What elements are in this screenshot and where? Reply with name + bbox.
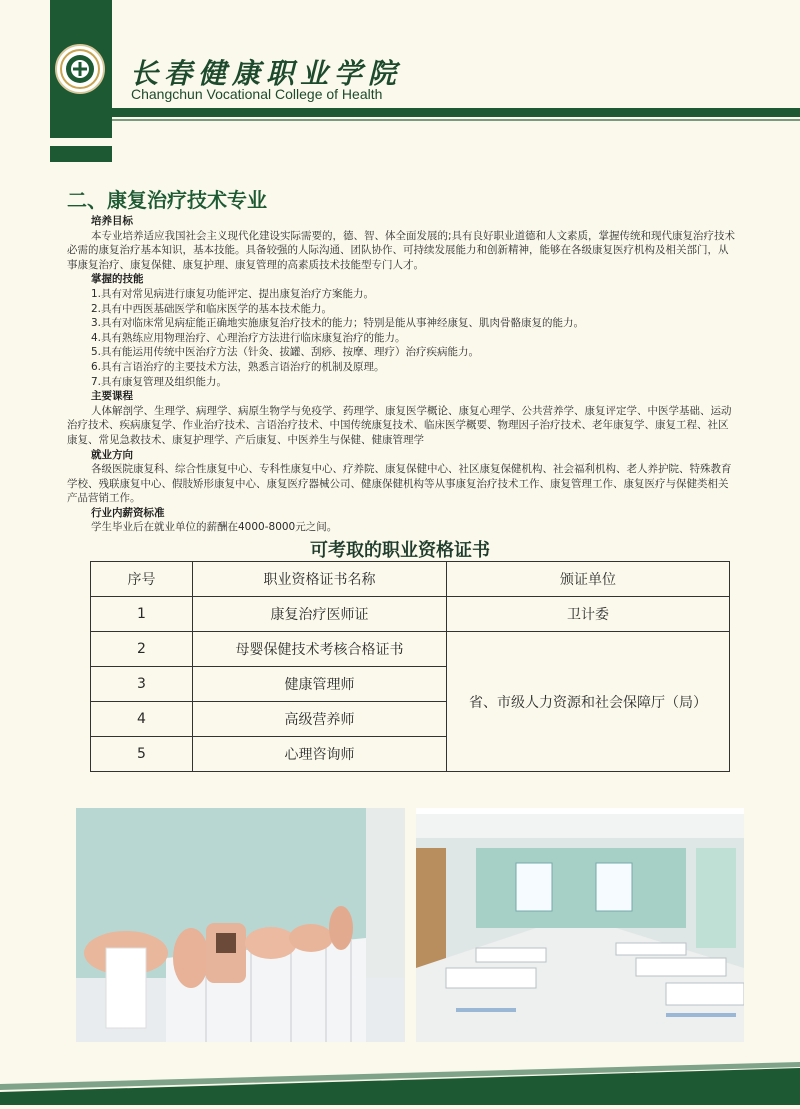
table-header-row <box>91 562 730 597</box>
rehab-mannequin-photo <box>76 808 405 1042</box>
cell-no: 4 <box>91 702 193 737</box>
table-row <box>91 632 730 667</box>
skills-heading: 掌握的技能 <box>91 273 144 286</box>
section-title: 二、康复治疗技术专业 <box>67 188 267 212</box>
header-rule-thin <box>112 119 800 121</box>
skill-item: 6.具有言语治疗的主要技术方法，熟悉言语治疗的机制及原理。 <box>91 360 385 373</box>
cell-issuer: 卫计委 <box>447 597 730 632</box>
skill-item: 7.具有康复管理及组织能力。 <box>91 375 228 388</box>
table-row <box>91 597 730 632</box>
cell-no: 3 <box>91 667 193 702</box>
cell-no: 2 <box>91 632 193 667</box>
col-header-name: 职业资格证书名称 <box>193 562 447 597</box>
courses-text: 人体解剖学、生理学、病理学、病原生物学与免疫学、药理学、康复医学概论、康复心理学、公共营养学、康复评定学、中医学基础、运动治疗技术、疾病康复学、作业治疗技术、言语治疗技术、中国传统康复技术、临床医学概要、物理因子治疗技术、老年康复学、康复工程、社区康复、常见急救技术、康复护理学、产后康复、中医养生与保健、健康管理学 <box>67 404 732 446</box>
cell-name: 健康管理师 <box>193 667 447 702</box>
courses-heading: 主要课程 <box>91 390 133 403</box>
school-seal-icon <box>55 44 105 94</box>
jobs-text: 各级医院康复科、综合性康复中心、专科性康复中心、疗养院、康复保健中心、社区康复保健机构、社会福利机构、老人养护院、特殊教育学校、残联康复中心、假肢矫形康复中心、康复医疗器械公司、健康保健机构等从事康复治疗技术工作、康复管理工作、康复医疗与保健类相关产品营销工作。 <box>67 463 732 505</box>
skill-item: 2.具有中西医基础医学和临床医学的基本技术能力。 <box>91 302 333 315</box>
skill-item: 5.具有能运用传统中医治疗方法（针灸、拔罐、刮痧、按摩、理疗）治疗疾病能力。 <box>91 346 480 359</box>
bottom-decoration <box>0 1062 800 1105</box>
header-green-stub <box>50 146 112 162</box>
salary-heading: 行业内薪资标准 <box>91 506 165 519</box>
goal-heading: 培养目标 <box>91 215 133 227</box>
section-content <box>67 214 737 535</box>
cell-no: 1 <box>91 597 193 632</box>
skill-item: 4.具有熟练应用物理治疗、心理治疗方法进行临床康复治疗的能力。 <box>91 331 406 344</box>
school-name-cn: 长春健康职业学院 <box>130 57 403 90</box>
cell-no: 5 <box>91 737 193 772</box>
cell-name: 高级营养师 <box>193 702 447 737</box>
cell-name: 母婴保健技术考核合格证书 <box>193 632 447 667</box>
ward-beds-photo <box>416 808 744 1042</box>
cell-name: 心理咨询师 <box>193 737 447 772</box>
col-header-no: 序号 <box>91 562 193 597</box>
salary-text: 学生毕业后在就业单位的薪酬在4000-8000元之间。 <box>91 521 338 534</box>
header-rule <box>112 108 800 117</box>
col-header-issuer: 颁证单位 <box>447 562 730 597</box>
skill-item: 3.具有对临床常见病症能正确地实施康复治疗技术的能力；特别是能从事神经康复、肌肉骨骼康复的能力。 <box>91 317 585 330</box>
school-name-en: Changchun Vocational College of Health <box>131 86 383 102</box>
jobs-heading: 就业方向 <box>91 448 133 461</box>
cell-issuer-merged: 省、市级人力资源和社会保障厅（局） <box>447 632 730 772</box>
cell-name: 康复治疗医师证 <box>193 597 447 632</box>
cert-table-title: 可考取的职业资格证书 <box>310 540 490 561</box>
goal-text: 本专业培养适应我国社会主义现代化建设实际需要的，德、智、体全面发展的;具有良好职业道德和人文素质，掌握传统和现代康复治疗技术必需的康复治疗基本知识，基本技能。具备较强的人际沟通、团队协作、可持续发展能力和创新精神，能够在各级康复医疗机构及相关部门，从事康复治疗、康复保健、康复护理、康复管理的高素质技术技能型专门人才。 <box>67 229 736 271</box>
cert-table <box>90 561 730 772</box>
skill-item: 1.具有对常见病进行康复功能评定、提出康复治疗方案能力。 <box>91 287 375 300</box>
